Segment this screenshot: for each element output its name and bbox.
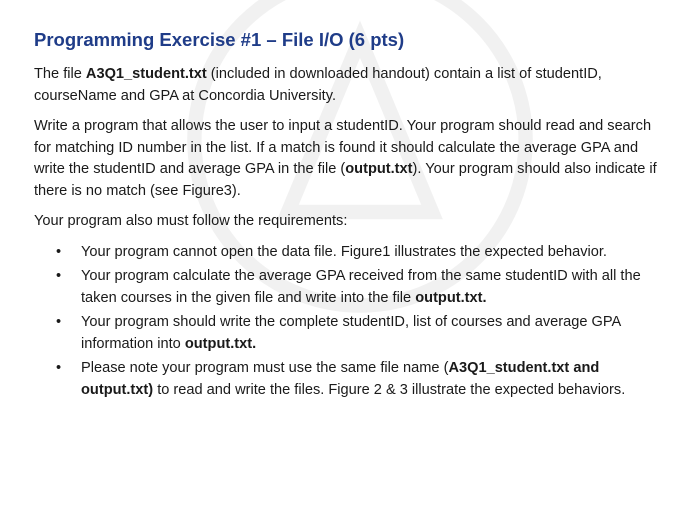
intro-paragraph xyxy=(34,64,664,107)
task-text-1: Write a program that allows the user to input a studentID. Your program should read and search for matching ID number in the list. If a match is found it should calculate the average GPA and write the studentID and average GPA in the file ( xyxy=(34,118,652,177)
output-filename: output.txt xyxy=(345,161,413,177)
data-filename: A3Q1_student.txt xyxy=(85,66,207,82)
requirement-item xyxy=(34,312,664,355)
requirement-text: Your program calculate the average GPA received from the same studentID with all the taken courses in the given file and write into the file xyxy=(81,268,641,306)
requirement-item xyxy=(34,358,664,401)
task-text-2: ). Your program should also indicate if there is no match (see Figure3). xyxy=(34,161,657,199)
requirement-item xyxy=(34,266,664,309)
requirements-list xyxy=(34,242,664,402)
requirement-bold-text: output.txt. xyxy=(184,335,257,352)
requirement-text: Please note your program must use the same file name ( xyxy=(81,360,449,376)
intro-text-2: (included in downloaded handout) contain a list of studentID, courseName and GPA at Concordia University. xyxy=(34,66,602,104)
requirement-bold-text: A3Q1_student.txt and output.txt) xyxy=(81,360,600,398)
bullet-icon: • xyxy=(56,268,62,284)
task-paragraph xyxy=(34,116,664,202)
requirement-item xyxy=(34,242,664,264)
requirement-text: Your program cannot open the data file. Figure1 illustrates the expected behavior. xyxy=(81,243,607,260)
intro-text-1: The file xyxy=(34,66,86,82)
requirement-text: Your program should write the complete studentID, list of courses and average GPA information into xyxy=(81,314,621,352)
requirement-bold-text: output.txt. xyxy=(415,289,487,306)
bullet-icon: • xyxy=(56,314,62,330)
requirements-intro: Your program also must follow the requirements: xyxy=(34,213,348,229)
requirement-text-2: to read and write the files. Figure 2 & 3 illustrate the expected behaviors. xyxy=(153,381,626,398)
exercise-content xyxy=(34,28,664,404)
bullet-icon: • xyxy=(56,360,62,376)
bullet-icon: • xyxy=(56,243,62,260)
exercise-title: Programming Exercise #1 – File I/O (6 pts) xyxy=(34,29,405,50)
